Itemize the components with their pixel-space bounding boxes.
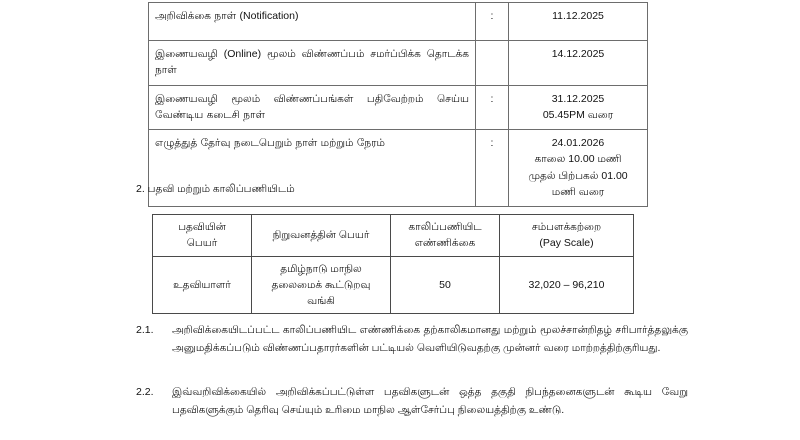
cell-line: 50 [439, 278, 451, 291]
schedule-value-line: முதல் பிற்பகல் 01.00 [528, 169, 628, 182]
cell-line: உதவியாளர் [173, 278, 231, 291]
clause-text: அறிவிக்கையிடப்பட்ட காலிப்பணியிட எண்ணிக்கை தற்காலிகமானது மற்றும் மூலச்சான்றிதழ் சரிபார்த்தலுக்கு அனுமதிக்கப்படும் விண்ணப்பதாரர்களின் பட்டியல் வெளியிடுவதற்கு முன்னர் வரை மாற்றத்திற்குரியது. [172, 324, 688, 355]
header-line: காலிப்பணியிட [408, 221, 482, 233]
cell-line: வங்கி [307, 295, 335, 308]
schedule-value-line: 05.45PM வரை [542, 108, 614, 121]
schedule-colon-cell [476, 41, 509, 86]
schedule-label-cell: அறிவிக்கை நாள் (Notification) [149, 3, 476, 41]
table-row [149, 3, 648, 41]
header-line: நிறுவனத்தின் பெயர் [272, 229, 370, 242]
column-header-pay-scale [500, 215, 634, 257]
schedule-table [148, 2, 648, 207]
clause-2-1 [136, 321, 688, 358]
schedule-value-cell [509, 85, 648, 130]
cell-post-name [153, 256, 252, 314]
cell-vacancy-count [391, 256, 500, 314]
clause-number: 2.1. [136, 324, 154, 336]
table-header-row [153, 215, 634, 257]
cell-institution [252, 256, 391, 314]
table-row [149, 85, 648, 130]
schedule-value-cell [509, 130, 648, 207]
header-line: (Pay Scale) [539, 237, 594, 250]
table-row [153, 256, 634, 314]
schedule-value-line: 31.12.2025 [551, 92, 605, 105]
schedule-colon-cell: : [476, 130, 509, 207]
schedule-value-line: காலை 10.00 மணி [534, 153, 622, 166]
schedule-value-line: 11.12.2025 [552, 10, 604, 22]
schedule-value-cell [509, 3, 648, 41]
post-vacancy-table-body [153, 215, 634, 314]
column-header-vacancy-count [391, 215, 500, 257]
cell-line: தலைமைக் கூட்டுறவு [271, 278, 371, 291]
schedule-colon-cell: : [476, 3, 509, 41]
schedule-label-cell: இணையவழி மூலம் விண்ணப்பங்கள் பதிவேற்றம் செய்ய வேண்டிய கடைசி நாள் [149, 85, 476, 130]
post-vacancy-table [152, 214, 634, 314]
schedule-label-cell: எழுத்துத் தேர்வு நடைபெறும் நாள் மற்றும் நேரம் [149, 130, 476, 207]
schedule-value-cell [509, 41, 648, 86]
column-header-post-name [153, 215, 252, 257]
cell-pay-scale [500, 256, 634, 314]
header-line: எண்ணிக்கை [414, 237, 476, 250]
header-line: பதவியின் [178, 221, 226, 233]
column-header-institution [252, 215, 391, 257]
table-row [149, 41, 648, 86]
clause-2-2 [136, 383, 688, 420]
clause-number: 2.2. [136, 386, 154, 398]
section-heading: 2. பதவி மற்றும் காலிப்பணியிடம் [136, 183, 295, 195]
header-line: சம்பளக்கற்றை [531, 221, 602, 233]
clause-text: இவ்வறிவிக்கையில் அறிவிக்கப்பட்டுள்ள பதவிகளுடன் ஒத்த தகுதி நிபந்தனைகளுடன் கூடிய வேறு பதவிகளுக்கும் தெரிவு செய்யும் உரிமை மாநில ஆள்சேர்ப்பு நிலையத்திற்கு உண்டு. [172, 386, 688, 417]
schedule-value-line: 24.01.2026 [551, 137, 605, 150]
cell-line: தமிழ்நாடு மாநில [280, 262, 362, 275]
schedule-value-line: 14.12.2025 [551, 48, 605, 60]
schedule-value-line: மணி வரை [551, 185, 605, 198]
cell-line: 32,020 – 96,210 [528, 278, 605, 291]
schedule-table-body [149, 3, 648, 207]
schedule-colon-cell: : [476, 85, 509, 130]
schedule-label-cell: இணையவழி (Online) மூலம் விண்ணப்பம் சமர்ப்பிக்க தொடக்க நாள் [149, 41, 476, 86]
header-line: பெயர் [186, 237, 218, 250]
